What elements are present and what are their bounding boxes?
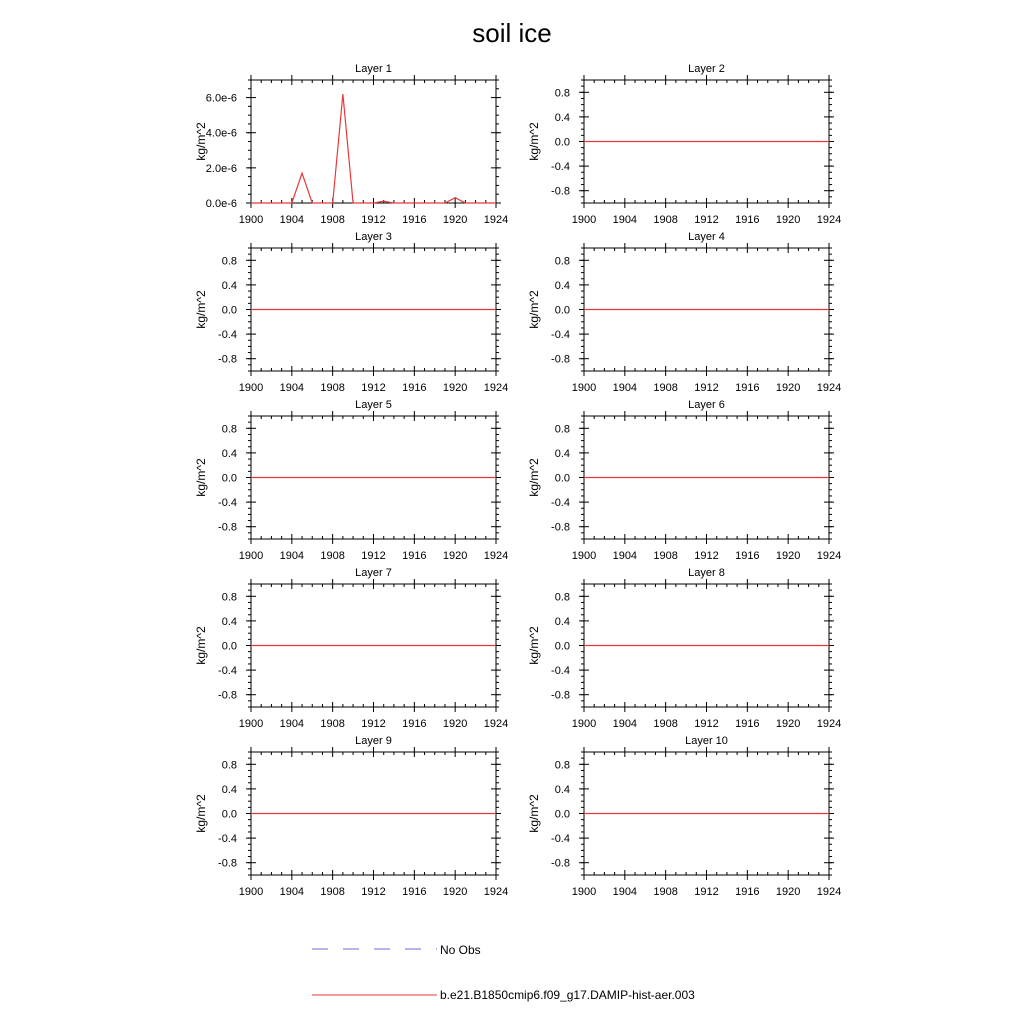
x-tick-label: 1900 — [571, 886, 597, 898]
y-tick-label: 0.4 — [221, 279, 237, 292]
y-axis-label: kg/m^2 — [194, 458, 208, 497]
x-tick-label: 1908 — [653, 550, 678, 562]
y-tick-label: -0.8 — [218, 353, 237, 366]
y-tick-label: 0.8 — [554, 591, 570, 604]
x-tick-label: 1924 — [483, 214, 509, 226]
x-tick-label: 1920 — [775, 550, 801, 562]
y-tick-label: -0.8 — [218, 857, 237, 870]
x-tick-label: 1908 — [320, 718, 345, 730]
x-tick-label: 1924 — [816, 550, 842, 562]
x-tick-label: 1904 — [279, 886, 305, 898]
y-tick-label: 0.8 — [221, 591, 237, 604]
panel-title: Layer 2 — [688, 63, 725, 75]
x-tick-label: 1924 — [816, 886, 842, 898]
x-tick-label: 1900 — [571, 718, 597, 730]
y-tick-label: 0.8 — [221, 423, 237, 436]
chart-layer-1 — [194, 63, 508, 226]
chart-layer-10 — [527, 735, 841, 898]
y-axis-label: kg/m^2 — [194, 794, 208, 833]
x-tick-label: 1900 — [238, 214, 264, 226]
x-tick-label: 1916 — [402, 886, 427, 898]
x-tick-label: 1920 — [775, 382, 801, 394]
y-tick-label: 0.4 — [221, 447, 237, 460]
x-tick-label: 1920 — [442, 550, 468, 562]
y-axis-label: kg/m^2 — [194, 122, 208, 161]
x-tick-label: 1912 — [694, 550, 719, 562]
y-tick-label: -0.8 — [551, 353, 570, 366]
y-tick-label: -0.4 — [218, 665, 237, 678]
y-tick-label: 0.0 — [554, 472, 570, 485]
legend-label-no-obs: No Obs — [440, 943, 481, 957]
x-tick-label: 1904 — [279, 718, 305, 730]
x-tick-label: 1912 — [361, 718, 386, 730]
y-tick-label: -0.4 — [551, 833, 570, 846]
x-tick-label: 1916 — [402, 718, 427, 730]
x-tick-label: 1904 — [279, 550, 305, 562]
y-tick-label: 0.4 — [554, 447, 570, 460]
x-tick-label: 1904 — [279, 382, 305, 394]
y-tick-label: -0.8 — [551, 689, 570, 702]
x-tick-label: 1904 — [612, 382, 638, 394]
x-tick-label: 1924 — [483, 886, 509, 898]
x-tick-label: 1904 — [279, 214, 305, 226]
chart-layer-3 — [194, 231, 508, 394]
y-tick-label: 0.0 — [221, 640, 237, 653]
chart-layer-8 — [527, 567, 841, 730]
figure-title: soil ice — [472, 18, 552, 48]
y-tick-label: 0.8 — [554, 423, 570, 436]
x-tick-label: 1912 — [361, 214, 386, 226]
x-tick-label: 1908 — [320, 550, 345, 562]
x-tick-label: 1900 — [571, 550, 597, 562]
x-tick-label: 1924 — [483, 550, 509, 562]
y-tick-label: 0.4 — [554, 111, 570, 124]
x-tick-label: 1912 — [694, 382, 719, 394]
x-tick-label: 1920 — [775, 718, 801, 730]
panel-title: Layer 9 — [355, 735, 392, 747]
x-tick-label: 1924 — [816, 718, 842, 730]
x-tick-label: 1916 — [735, 886, 760, 898]
y-axis-label: kg/m^2 — [194, 290, 208, 329]
y-tick-label: -0.4 — [551, 497, 570, 510]
y-tick-label: 0.0 — [554, 304, 570, 317]
x-tick-label: 1924 — [816, 214, 842, 226]
x-tick-label: 1920 — [775, 886, 801, 898]
y-tick-label: 0.4 — [221, 615, 237, 628]
panel-title: Layer 7 — [355, 567, 392, 579]
y-tick-label: -0.4 — [218, 497, 237, 510]
y-tick-label: -0.8 — [551, 521, 570, 534]
x-tick-label: 1904 — [612, 214, 638, 226]
x-tick-label: 1920 — [775, 214, 801, 226]
y-tick-label: 0.8 — [221, 759, 237, 772]
y-tick-label: -0.4 — [218, 833, 237, 846]
chart-layer-2 — [527, 63, 841, 226]
y-tick-label: 6.0e-6 — [205, 92, 237, 105]
x-tick-label: 1924 — [816, 382, 842, 394]
y-tick-label: 0.8 — [554, 87, 570, 100]
panels — [194, 63, 841, 898]
x-tick-label: 1908 — [653, 886, 678, 898]
x-tick-label: 1920 — [442, 886, 468, 898]
x-tick-label: 1912 — [361, 382, 386, 394]
x-tick-label: 1916 — [735, 550, 760, 562]
panel-title: Layer 10 — [685, 735, 728, 747]
chart-layer-7 — [194, 567, 508, 730]
x-tick-label: 1908 — [320, 214, 345, 226]
x-tick-label: 1912 — [361, 886, 386, 898]
y-axis-label: kg/m^2 — [527, 794, 541, 833]
y-tick-label: -0.4 — [551, 665, 570, 678]
y-tick-label: 4.0e-6 — [205, 127, 237, 140]
legend — [312, 943, 695, 1002]
x-tick-label: 1900 — [238, 382, 264, 394]
x-tick-label: 1916 — [735, 214, 760, 226]
x-tick-label: 1900 — [571, 382, 597, 394]
y-tick-label: 0.8 — [554, 759, 570, 772]
y-axis-label: kg/m^2 — [527, 626, 541, 665]
y-tick-label: -0.4 — [551, 161, 570, 174]
x-tick-label: 1916 — [735, 382, 760, 394]
panel-title: Layer 8 — [688, 567, 725, 579]
x-tick-label: 1912 — [694, 214, 719, 226]
y-tick-label: -0.8 — [551, 185, 570, 198]
y-axis-label: kg/m^2 — [527, 290, 541, 329]
x-tick-label: 1900 — [238, 718, 264, 730]
y-tick-label: -0.8 — [551, 857, 570, 870]
panel-title: Layer 6 — [688, 399, 725, 411]
y-tick-label: 0.0 — [221, 472, 237, 485]
y-axis-label: kg/m^2 — [527, 458, 541, 497]
x-tick-label: 1916 — [402, 550, 427, 562]
x-tick-label: 1912 — [694, 718, 719, 730]
y-tick-label: 0.0 — [554, 136, 570, 149]
y-tick-label: 0.8 — [554, 255, 570, 268]
y-tick-label: 0.8 — [221, 255, 237, 268]
panel-title: Layer 3 — [355, 231, 392, 243]
x-tick-label: 1900 — [238, 886, 264, 898]
y-tick-label: 2.0e-6 — [205, 162, 237, 175]
panel-title: Layer 1 — [355, 63, 392, 75]
x-tick-label: 1908 — [653, 718, 678, 730]
panel-title: Layer 4 — [688, 231, 725, 243]
y-tick-label: 0.0 — [554, 640, 570, 653]
y-tick-label: -0.4 — [551, 329, 570, 342]
plot-frame — [251, 80, 496, 203]
series-line — [251, 94, 496, 203]
x-tick-label: 1908 — [653, 382, 678, 394]
x-tick-label: 1900 — [571, 214, 597, 226]
chart-layer-6 — [527, 399, 841, 562]
panel-title: Layer 5 — [355, 399, 392, 411]
legend-label-model: b.e21.B1850cmip6.f09_g17.DAMIP-hist-aer.003 — [440, 988, 695, 1002]
x-tick-label: 1924 — [483, 382, 509, 394]
x-tick-label: 1908 — [320, 382, 345, 394]
x-tick-label: 1904 — [612, 886, 638, 898]
x-tick-label: 1924 — [483, 718, 509, 730]
x-tick-label: 1916 — [402, 214, 427, 226]
y-tick-label: 0.4 — [554, 783, 570, 796]
y-tick-label: 0.4 — [221, 783, 237, 796]
x-tick-label: 1916 — [735, 718, 760, 730]
x-tick-label: 1904 — [612, 550, 638, 562]
y-tick-label: 0.0 — [221, 808, 237, 821]
x-tick-label: 1900 — [238, 550, 264, 562]
y-tick-label: 0.4 — [554, 279, 570, 292]
x-tick-label: 1904 — [612, 718, 638, 730]
x-tick-label: 1908 — [320, 886, 345, 898]
chart-layer-9 — [194, 735, 508, 898]
y-tick-label: 0.4 — [554, 615, 570, 628]
y-axis-label: kg/m^2 — [527, 122, 541, 161]
y-tick-label: -0.8 — [218, 521, 237, 534]
y-tick-label: -0.8 — [218, 689, 237, 702]
y-tick-label: 0.0 — [554, 808, 570, 821]
x-tick-label: 1912 — [361, 550, 386, 562]
x-tick-label: 1920 — [442, 214, 468, 226]
x-tick-label: 1908 — [653, 214, 678, 226]
x-tick-label: 1912 — [694, 886, 719, 898]
y-tick-label: -0.4 — [218, 329, 237, 342]
chart-layer-4 — [527, 231, 841, 394]
y-tick-label: 0.0e-6 — [205, 198, 237, 210]
chart-layer-5 — [194, 399, 508, 562]
y-tick-label: 0.0 — [221, 304, 237, 317]
y-axis-label: kg/m^2 — [194, 626, 208, 665]
x-tick-label: 1916 — [402, 382, 427, 394]
x-tick-label: 1920 — [442, 718, 468, 730]
x-tick-label: 1920 — [442, 382, 468, 394]
